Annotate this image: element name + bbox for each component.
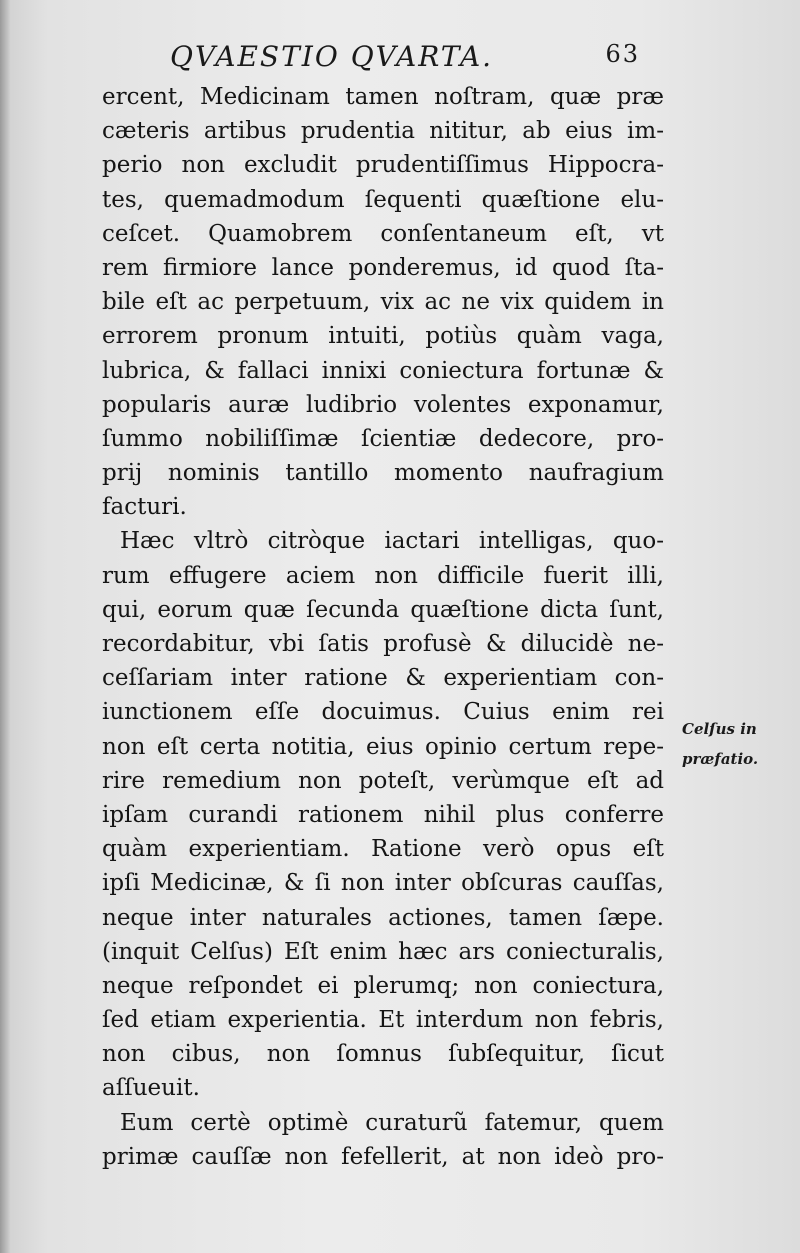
text-line: ipſi Medicinæ, & ſi non inter obſcuras cauſſas,: [102, 870, 664, 897]
text-line: ſed etiam experientia. Et interdum non febris,: [102, 1007, 664, 1034]
text-line: rem firmiore lance ponderemus, id quod ſta-: [102, 254, 664, 281]
text-line: perio non excludit prudentiſſimus Hippocra-: [102, 152, 664, 179]
text-line: neque reſpondet ei plerumq; non coniectura,: [102, 972, 664, 999]
text-line: non eſt certa notitia, eius opinio certum repe-: [102, 733, 664, 760]
text-line: ſummo nobiliſſimæ ſcientiæ dedecore, pro-: [102, 425, 664, 452]
text-line: qui, eorum quæ ſecunda quæſtione dicta ſunt,: [102, 596, 664, 623]
text-line: ceſcet. Quamobrem conſentaneum eſt, vt: [102, 220, 664, 247]
body-text: [102, 80, 664, 1174]
page-number: 63: [605, 40, 640, 68]
text-line: popularis auræ ludibrio volentes exponamur,: [102, 391, 664, 418]
text-line: lubrica, & fallaci innixi coniectura fortunæ &: [102, 357, 664, 384]
text-line: bile eſt ac perpetuum, vix ac ne vix quidem in: [102, 289, 664, 316]
text-line: Eum certè optimè curaturũ fatemur, quem: [120, 1109, 664, 1136]
text-line: recordabitur, vbi ſatis profusè & dilucidè ne-: [102, 631, 664, 657]
text-line: non cibus, non ſomnus ſubſequitur, ſicut: [102, 1041, 664, 1068]
margin-note-line: Celſus in: [682, 720, 757, 738]
text-line: iunctionem eſſe docuimus. Cuius enim rei: [102, 699, 664, 726]
page-gutter-shadow: [0, 0, 10, 1253]
running-head-title: QVAESTIO QVARTA.: [170, 40, 494, 73]
text-line: rum effugere aciem non difficile fuerit illi,: [102, 562, 664, 589]
text-line: neque inter naturales actiones, tamen ſæpe.: [102, 904, 664, 931]
text-line: ercent, Medicinam tamen noſtram, quæ præ: [102, 84, 664, 110]
text-line: facturi.: [102, 494, 187, 521]
margin-note: [682, 714, 794, 774]
text-line: primæ cauſſæ non fefellerit, at non ideò pro-: [102, 1143, 664, 1170]
text-line: tes, quemadmodum ſequenti quæſtione elu-: [102, 186, 664, 213]
text-line: (inquit Celſus) Eſt enim hæc ars coniecturalis,: [102, 938, 664, 965]
text-line: ceſſariam inter ratione & experientiam con-: [102, 665, 664, 692]
text-line: ipſam curandi rationem nihil plus conferre: [102, 801, 664, 828]
text-line: prij nominis tantillo momento naufragium: [102, 460, 664, 487]
text-line: quàm experientiam. Ratione verò opus eſt: [102, 836, 664, 863]
text-line: aſſueuit.: [102, 1075, 200, 1102]
text-line: rire remedium non poteſt, verùmque eſt ad: [102, 767, 664, 794]
text-line: errorem pronum intuiti, potiùs quàm vaga,: [102, 323, 664, 350]
running-head: [170, 40, 640, 80]
text-line: Hæc vltrò citròque iactari intelligas, quo-: [120, 528, 664, 555]
text-line: cæteris artibus prudentia nititur, ab eius im-: [102, 118, 664, 145]
margin-note-line: præfatio.: [682, 750, 759, 768]
